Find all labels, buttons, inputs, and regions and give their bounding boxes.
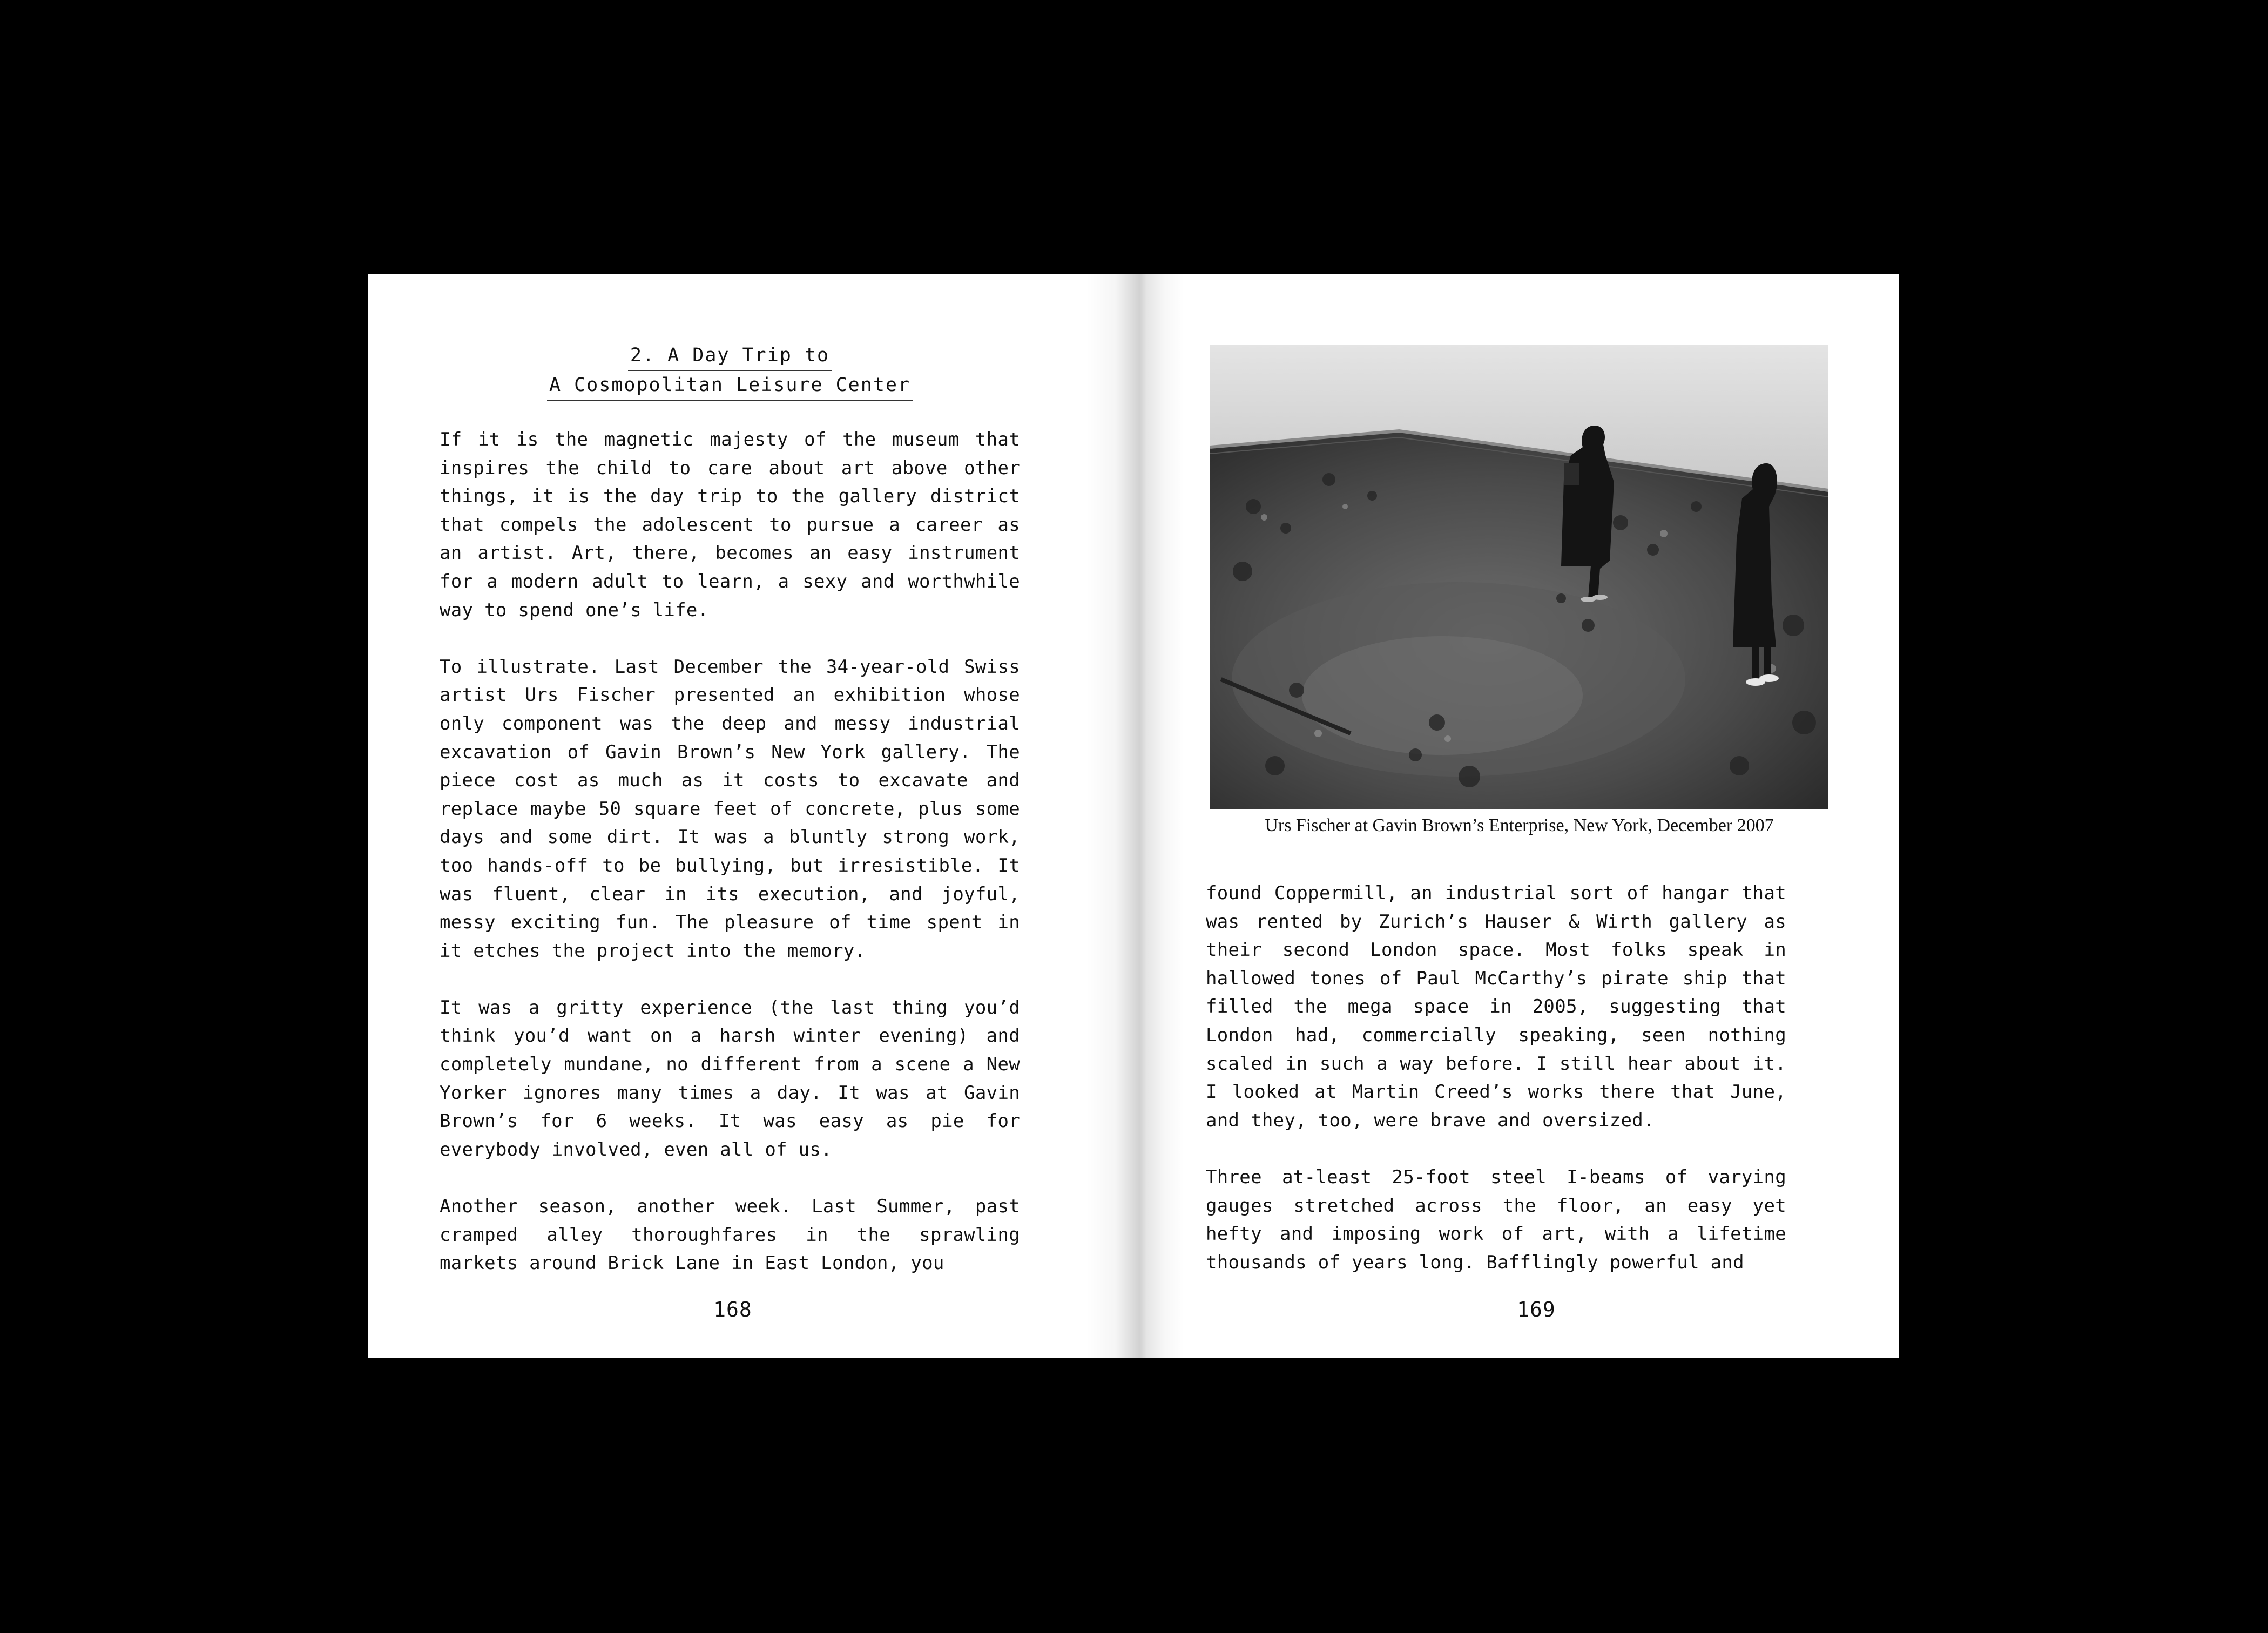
paragraph: Three at-least 25-foot steel I-beams of varying gauges stretched across the floor, an easy yet hefty and imposing work of art, with a lifetime thousands of years long. Bafflingly powerful and bbox=[1206, 1166, 1786, 1273]
page-number-right: 169 bbox=[1517, 1298, 1556, 1321]
paragraph: To illustrate. Last December the 34-year-old Swiss artist Urs Fischer presented an exhibition whose only component was the deep and messy industrial excavation of Gavin Brown’s New York gallery. The piece cost as much as it costs to excavate and replace maybe 50 square feet of concrete, plus some days and some dirt. It was a bluntly strong work, too hands-off to be bullying, but irresistible. It was fluent, clear in its execution, and joyful, messy exciting fun. The pleasure of time spent in it etches the project into the memory. bbox=[440, 656, 1020, 962]
paragraph: Another season, another week. Last Summer, past cramped alley thoroughfares in the sprawling markets around Brick Lane in East London, you bbox=[440, 1196, 1020, 1274]
book-spread bbox=[368, 274, 1899, 1358]
page-number-left: 168 bbox=[713, 1298, 752, 1321]
paragraph: If it is the magnetic majesty of the museum that inspires the child to care about art above other things, it is the day trip to the gallery district that compels the adolescent to pursue a career as an artist. Art, there, becomes an easy instrument for a modern adult to learn, a sexy and worthwhile way to spend one’s life. bbox=[440, 429, 1020, 621]
right-page bbox=[1134, 274, 1899, 1358]
paragraph: It was a gritty experience (the last thing you’d think you’d want on a harsh winter evening) and completely mundane, no different from a scene a New Yorker ignores many times a day. It was at Gavin Brown’s for 6 weeks. It was easy as pie for everybody involved, even all of us. bbox=[440, 996, 1020, 1160]
chapter-title bbox=[440, 341, 1020, 401]
chapter-title-line-1: 2. A Day Trip to bbox=[628, 341, 832, 371]
chapter-title-line-2: A Cosmopolitan Leisure Center bbox=[547, 371, 913, 401]
paragraph: found Coppermill, an industrial sort of hangar that was rented by Zurich’s Hauser & Wirth gallery as their second London space. Most folks speak in hallowed tones of Paul McCarthy’s pirate ship that filled the mega space in 2005, suggesting that London had, commercially speaking, seen nothing scaled in such a way before. I still hear about it. I looked at Martin Creed’s works there that June, and they, too, were brave and oversized. bbox=[1206, 882, 1786, 1131]
excavation-photo bbox=[1210, 345, 1828, 809]
left-body-text bbox=[440, 426, 1020, 1278]
left-page bbox=[368, 274, 1133, 1358]
photo-caption: Urs Fischer at Gavin Brown’s Enterprise, New York, December 2007 bbox=[1265, 815, 1774, 835]
right-body-text bbox=[1206, 879, 1786, 1277]
